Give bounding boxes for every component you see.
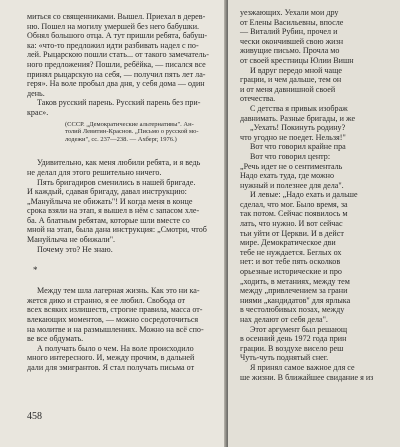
text-line: Мануйлыча не обижали". (27, 235, 116, 245)
text-line: и от меня давнишной своей (240, 84, 336, 94)
paragraph (27, 245, 217, 255)
text-line: миться со священниками. Вышел. Приехал в дерев- (27, 12, 206, 21)
text-line: геря». На воле пробыл два дня, у себя дома — один (27, 79, 205, 89)
page-number: 458 (27, 411, 42, 422)
text-line: так потом. Сейчас появилось м (240, 209, 348, 219)
paragraph (240, 8, 400, 66)
text-line: от Елены Васильевны, впосле (240, 17, 344, 27)
paragraph (240, 152, 400, 190)
text-line: Я принял самое важное для се (250, 362, 355, 372)
text-line: жется дико и странно, я ее любил. Свобода от (27, 295, 186, 305)
text-line: в осенний день 1972 года прин (240, 334, 347, 344)
right-text-column (240, 8, 400, 382)
text-line: Между тем шла лагерная жизнь. Как это ни ка- (37, 286, 200, 296)
spacer (27, 275, 217, 286)
text-line: Таков русский парень. Русский парень без при- (37, 98, 201, 108)
text-line: Обнял большого отца. А тут пришли ребята, бабуш- (27, 31, 208, 41)
text-line: „Уехать! Покинуть родину? (250, 123, 346, 133)
text-line: уезжающих. Уехали мои дру (240, 8, 339, 17)
paragraph (240, 66, 400, 104)
text-line: грации. В воздухе висело реш (240, 343, 344, 353)
text-line: Пять бригадиров сменились в нашей бригаде. (37, 177, 196, 187)
text-line: принял рыцарскую на себя, — получил пять лет ла- (27, 69, 206, 79)
citation-line: (СССР. „Демократические альтернативы". Ан- (65, 120, 194, 128)
text-line: „ходить, в метаниях, между тем (240, 276, 350, 286)
text-line: крас». (27, 107, 49, 117)
text-line: „Мануйлыча не обижать"! И когда меня в конце (27, 196, 193, 206)
text-line: И вдруг передо мной чаще (250, 65, 342, 75)
spacer (27, 147, 217, 158)
text-line: Удивительно, как меня любили ребята, и я ведь (37, 158, 201, 168)
paragraph (240, 104, 400, 152)
text-line: мной на этап, была дана инструкция: „Смотри, чтоб (27, 225, 207, 235)
text-line: лать, что нужно. И вот сейчас (240, 219, 343, 229)
text-line: чески окончившей свою жизн (240, 36, 344, 46)
text-line: — Виталий Рубин, прочел и (240, 27, 338, 37)
text-line: тебе не нуждается. Беглых ох (240, 247, 342, 257)
paragraph (240, 190, 400, 324)
text-line: между „привлечением за грани (240, 286, 348, 296)
text-line: С детства я привык изображ (250, 103, 348, 113)
text-line: от своей крестницы Юлии Вишн (240, 55, 354, 65)
text-line: нет: и вот тебе пять осколков (240, 257, 341, 267)
text-line: что угодно не поедет. Нельзя!" (240, 132, 346, 142)
paragraph (27, 344, 217, 373)
paragraph (27, 12, 217, 98)
text-line: Почему это? Не знаю. (37, 244, 113, 254)
text-line: И каждый, сдавая бригаду, давал инструкцию: (27, 187, 187, 197)
citation-line: лодежи", сс. 237—238. — Ахберг, 1976.) (65, 135, 177, 143)
citation-line: толий Левитин-Краснов. „Письмо о русской мо- (65, 128, 199, 136)
text-line: А получать было о чем. На воле происходило (37, 343, 194, 353)
text-line: тьи уйти от Церкви. И в дейст (240, 228, 344, 238)
section-star: * (33, 265, 38, 276)
paragraph (27, 98, 217, 117)
left-text-column (27, 12, 217, 373)
text-line: Вот что говорил крайне пра (250, 142, 346, 152)
text-line: ве все обдумать. (27, 334, 84, 344)
text-line: Этот аргумент был решающ (250, 324, 348, 334)
text-line: отечества. (240, 94, 276, 104)
text-line: орьезные исторические и про (240, 267, 342, 277)
text-line: Вот что говорил центр: (250, 151, 331, 161)
text-line: сделал, что мог. Было время, за (240, 199, 348, 209)
text-line: нах делают от себя дела". (240, 315, 328, 324)
spacer (27, 254, 217, 265)
text-line: всех всяких излишеств, строгие правила, масса от- (27, 305, 203, 315)
paragraph (240, 325, 400, 363)
text-line: ню. Пошел на могилу умершей без него бабушки. (27, 21, 200, 31)
text-line: Чуть-чуть поднятый снег. (240, 353, 329, 363)
paragraph (27, 158, 217, 244)
paragraph (27, 286, 217, 344)
text-line: срока взяли на этап, я вышел в нём с запасом хле- (27, 206, 200, 216)
text-line: нужный и полезнее для дела". (240, 180, 344, 190)
text-line: грации, и чем дальше, тем он (240, 75, 342, 85)
text-line: день. (27, 88, 45, 98)
text-line: живущие письмо. Прочла мо (240, 46, 340, 56)
paragraph (240, 363, 400, 382)
text-line: дали для эмигрантов. Я стал получать письма от (27, 363, 195, 372)
text-line: ше жизни. В ближайшее свидание я из (240, 372, 374, 382)
text-line: ка: «что-то предложил идти разбивать надел с по- (27, 40, 199, 50)
text-line: много интересного. И, между прочим, в дальней (27, 353, 195, 363)
text-line: влекающих моментов, — можно сосредоточиться (27, 315, 199, 325)
text-line: И левые: „Надо ехать и дальше (250, 190, 358, 200)
text-line: на молитве и на размышлениях. Можно на всё спо- (27, 324, 204, 334)
text-line: „Речь идет не о сентименталь (240, 161, 343, 171)
citation (27, 121, 217, 144)
text-line: ного предложения? Пошли, ребёйка, — писался все (27, 59, 206, 69)
text-line: в честолюбивых позах, между (240, 305, 345, 315)
text-line: ба. А блатным ребятам, которые шли вместе со (27, 215, 190, 225)
right-page (228, 0, 400, 447)
text-line: не делал для этого решительно ничего. (27, 167, 162, 177)
text-line: давнимать. Разные бригады, и же (240, 113, 356, 123)
text-line: ниями „кандидатов" для ярлыка (240, 295, 351, 305)
text-line: Надо ехать туда, где можно (240, 171, 334, 181)
text-line: лей. Рыцарскою пошли стать... от такого замечатель- (27, 50, 209, 60)
text-line: мире. Демократическое дви (240, 238, 336, 248)
